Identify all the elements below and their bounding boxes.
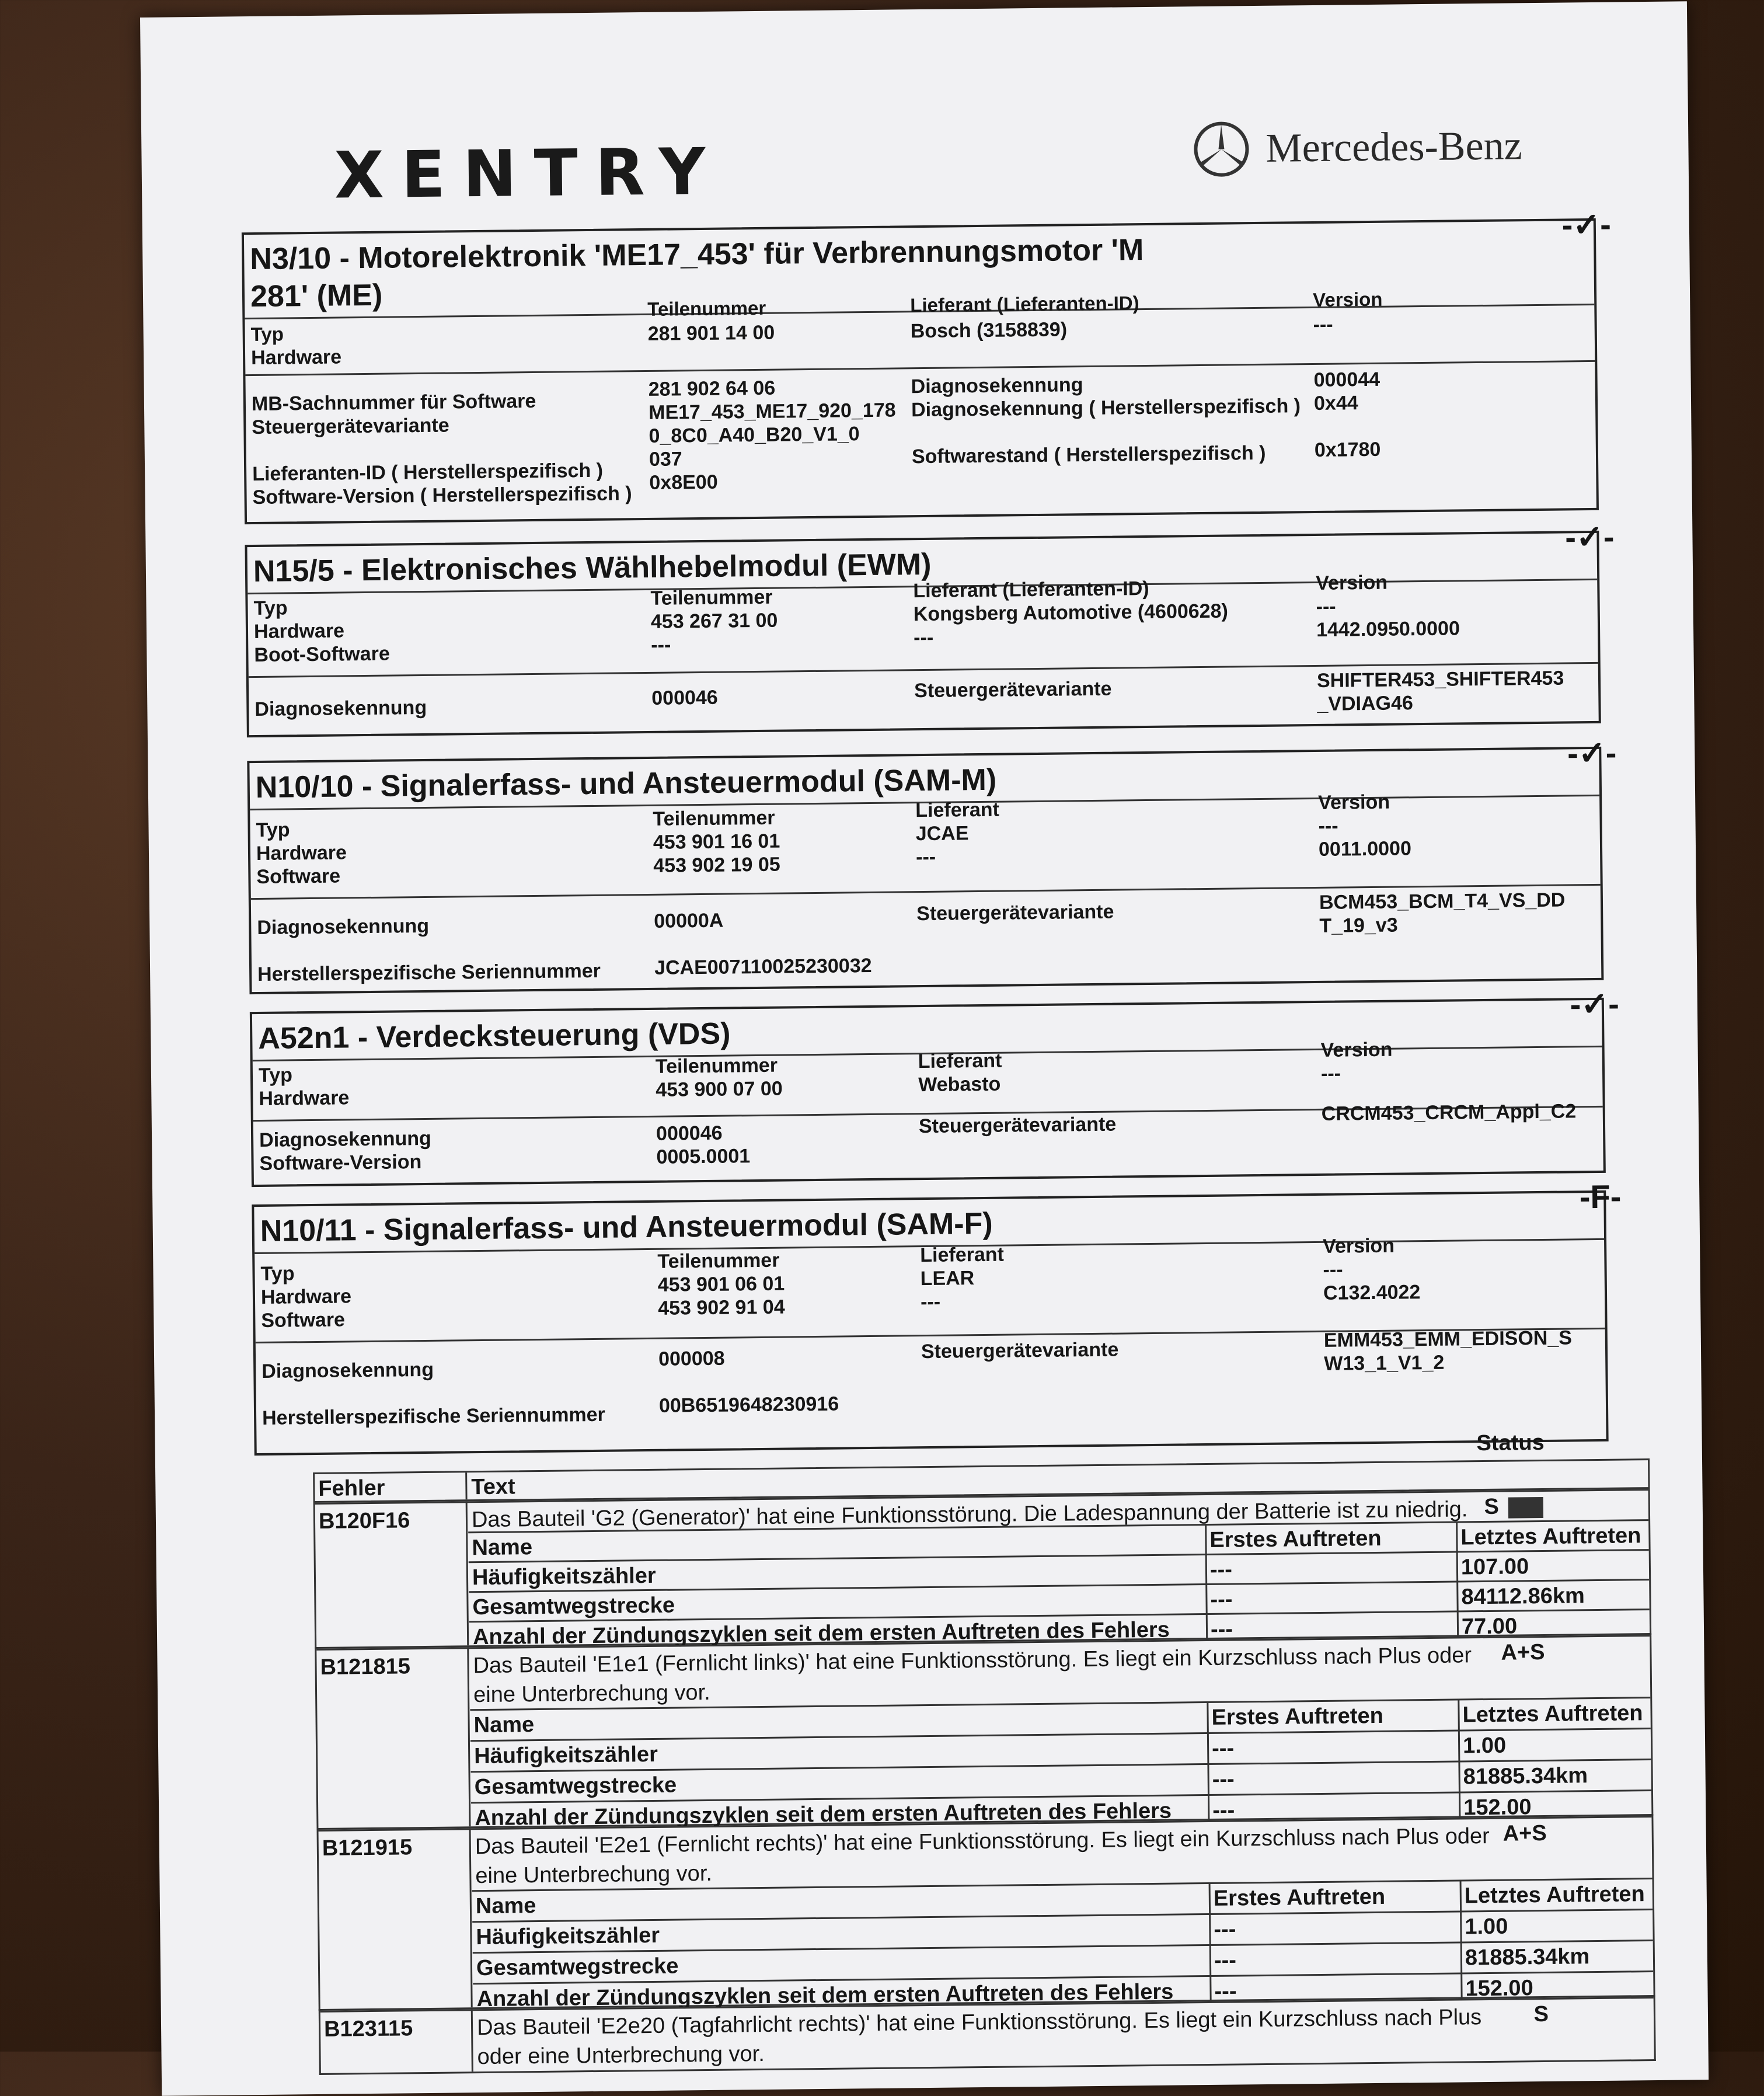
fault-entry (315, 1635, 1653, 1830)
detail-cell: 152.00 (1465, 1976, 1533, 2001)
col-teilenummer: Teilenummer (647, 297, 766, 320)
row-value: 000008 00B6519648230916 (658, 1347, 839, 1417)
detail-cell: Erstes Auftreten (1213, 1884, 1386, 1911)
fault-text: Das Bauteil 'E1e1 (Fernlicht links)' hat eine Funktionsstörung. Es liegt ein Kurzschluss nach Plus oder eine Unterbrechung vor. (473, 1643, 1472, 1708)
detail-cell: Name (472, 1535, 533, 1561)
row-value: Bosch (3158839) (910, 318, 1068, 343)
status-check-mark: -✓- (1564, 518, 1615, 556)
row-label: Diagnosekennung (255, 696, 427, 721)
fault-status: S (1533, 2001, 1549, 2027)
status-check-mark: -✓- (1567, 734, 1617, 772)
detail-cell: Letztes Auftreten (1464, 1882, 1645, 1909)
col-typ: Typ Hardware Boot-Software (253, 597, 390, 667)
detail-cell: 107.00 (1460, 1554, 1529, 1580)
detail-cell: Letztes Auftreten (1462, 1701, 1643, 1728)
col-lieferant: Lieferant (Lieferanten-ID) (910, 292, 1139, 316)
col-typ: Typ Hardware Software (256, 819, 347, 888)
row-value: Steuergerätevariante (914, 677, 1112, 702)
row-value: 000044 0x44 0x1780 (1313, 368, 1381, 461)
module-title: N3/10 - Motorelektronik 'ME17_453' für Verbrennungsmotor 'M 281' (ME) (250, 233, 1144, 314)
col-lieferant: Lieferant LEAR --- (920, 1243, 1005, 1314)
xentry-logo: XENTRY (334, 134, 723, 213)
mercedes-benz-logo (1192, 117, 1522, 179)
detail-cell: Gesamtwegstrecke (476, 1954, 679, 1981)
fault-code: B123115 (323, 2016, 413, 2042)
detail-cell: Name (475, 1893, 536, 1919)
detail-cell: Erstes Auftreten (1209, 1526, 1382, 1552)
detail-cell: Gesamtwegstrecke (472, 1593, 675, 1620)
row-value: 000046 0005.0001 (656, 1122, 751, 1168)
detail-cell: 1.00 (1462, 1733, 1507, 1759)
row-value: Diagnosekennung Diagnosekennung ( Herstellerspezifisch ) Softwarestand ( Herstellerspezifisch ) (911, 374, 1301, 468)
fault-code: B121815 (320, 1654, 411, 1680)
fault-text: Das Bauteil 'E2e1 (Fernlicht rechts)' hat eine Funktionsstörung. Es liegt ein Kurzschluss nach Plus oder eine Unterbrechung vor. (475, 1823, 1490, 1889)
detail-cell: 152.00 (1463, 1795, 1532, 1820)
fault-text: Das Bauteil 'E2e20 (Tagfahrlicht rechts)' hat eine Funktionsstörung. Es liegt ein Kurzschluss nach Plus oder eine Unterbrechung vor. (476, 2005, 1482, 2070)
col-teilenummer: Teilenummer 453 900 07 00 (655, 1054, 783, 1101)
module-header-row (250, 791, 1600, 898)
col-teilenummer: Teilenummer 453 901 06 01 453 902 91 04 (657, 1249, 785, 1319)
module-title: A52n1 - Verdecksteuerung (VDS) (258, 1016, 731, 1056)
detail-cell: Anzahl der Zündungszyklen seit dem ersten Auftreten des Fehlers (472, 1617, 1170, 1650)
fault-entry (313, 1489, 1651, 1649)
row-value: Steuergerätevariante (916, 900, 1114, 925)
fault-text: Das Bauteil 'G2 (Generator)' hat eine Funktionsstörung. Die Ladespannung der Batterie ist zu niedrig. (471, 1497, 1468, 1533)
col-lieferant: Lieferant (Lieferanten-ID) Kongsberg Automotive (4600628) --- (913, 577, 1229, 649)
detail-cell: Name (473, 1712, 535, 1738)
mercedes-star-icon (1192, 120, 1251, 179)
col-typ: Typ Hardware Software (260, 1262, 352, 1332)
detail-cell: --- (1209, 1557, 1233, 1582)
col-lieferant: Lieferant Webasto (918, 1049, 1002, 1096)
fault-table (313, 1429, 1656, 2075)
col-teilenummer: Teilenummer 453 267 31 00 --- (650, 586, 778, 656)
row-value: 00000A JCAE007110025230032 (654, 909, 872, 979)
row-label: Diagnosekennung Herstellerspezifische Seriennummer (257, 914, 601, 986)
detail-cell: Häufigkeitszähler (476, 1923, 660, 1950)
module-n10-10 (247, 734, 1617, 994)
row-label: Diagnosekennung Software-Version (259, 1127, 432, 1175)
module-a52n1 (250, 985, 1620, 1187)
detail-cell: --- (1214, 1948, 1237, 1973)
module-detail-row (245, 360, 1596, 528)
detail-cell: --- (1210, 1617, 1233, 1642)
status-header: Status (1476, 1430, 1545, 1456)
row-value: SHIFTER453_SHIFTER453 _VDIAG46 (1316, 667, 1564, 715)
col-version: Version --- C132.4022 (1322, 1234, 1421, 1304)
fault-code: B120F16 (318, 1508, 410, 1534)
module-title: N10/10 - Signalerfass- und Ansteuermodul (SAM-M) (255, 763, 997, 805)
detail-cell: 81885.34km (1463, 1763, 1588, 1789)
col-fehler: Fehler (318, 1475, 385, 1501)
row-value: BCM453_BCM_T4_VS_DD T_19_v3 (1319, 889, 1566, 937)
fault-status: A+S (1501, 1639, 1545, 1665)
fault-code: B121915 (322, 1835, 413, 1861)
fault-detail-table (472, 1878, 1654, 2012)
detail-cell: 84112.86km (1461, 1583, 1585, 1610)
fault-detail-table (470, 1697, 1651, 1831)
detail-cell: --- (1210, 1587, 1233, 1612)
detail-cell: 1.00 (1465, 1914, 1508, 1940)
module-header-row (247, 571, 1598, 676)
row-value: Steuergerätevariante (918, 1113, 1117, 1138)
status-check-mark: -✓- (1561, 206, 1612, 243)
row-label: MB-Sachnummer für Software Steuergerätevariante Lieferanten-ID ( Herstellerspezifisch ) Software-Version ( Herstellerspezifisch ) (251, 389, 632, 509)
col-text: Text (471, 1474, 515, 1500)
col-lieferant: Lieferant JCAE --- (915, 798, 1000, 869)
fault-detail-table (468, 1519, 1650, 1650)
row-label: Hardware (250, 346, 342, 370)
row-value: CRCM453_CRCM_Appl_C2 (1321, 1100, 1577, 1125)
row-value: Steuergerätevariante (921, 1338, 1119, 1363)
row-label: Diagnosekennung Herstellerspezifische Seriennummer (262, 1358, 606, 1429)
module-detail-row (251, 884, 1602, 999)
module-title: N15/5 - Elektronisches Wählhebelmodul (EWM) (253, 547, 932, 589)
detail-cell: --- (1212, 1798, 1235, 1823)
mercedes-benz-wordmark: Mercedes-Benz (1266, 123, 1523, 171)
module-n15-5 (245, 518, 1615, 737)
fault-entry (317, 1816, 1655, 2011)
status-indicator-icon (1508, 1497, 1543, 1519)
status-fault-mark: -F- (1579, 1178, 1622, 1216)
detail-cell: --- (1212, 1767, 1235, 1792)
col-teilenummer: Teilenummer 453 901 16 01 453 902 19 05 (653, 806, 780, 877)
status-check-mark: -✓- (1570, 985, 1620, 1023)
fault-entry (319, 1997, 1656, 2075)
col-typ: Typ (250, 323, 284, 346)
col-version: Version (1312, 288, 1383, 311)
detail-cell: 81885.34km (1465, 1944, 1590, 1970)
fault-status: S (1484, 1494, 1543, 1520)
detail-cell: Gesamtwegstrecke (474, 1773, 677, 1800)
detail-cell: --- (1211, 1736, 1235, 1761)
module-header-row (255, 1234, 1605, 1342)
col-version: Version --- 0011.0000 (1317, 791, 1412, 861)
detail-cell: --- (1214, 1979, 1237, 2004)
row-value: --- (1313, 313, 1333, 336)
row-value: 281 901 14 00 (647, 321, 775, 345)
col-version: Version --- (1320, 1038, 1393, 1085)
module-title: N10/11 - Signalerfass- und Ansteuermodul (SAM-F) (260, 1206, 993, 1248)
module-n10-11 (252, 1178, 1622, 1456)
printed-report-sheet (140, 1, 1709, 2096)
detail-cell: Letztes Auftreten (1460, 1523, 1641, 1550)
col-typ: Typ Hardware (258, 1064, 350, 1110)
detail-cell: Anzahl der Zündungszyklen seit dem ersten Auftreten des Fehlers (475, 1798, 1172, 1831)
detail-cell: 77.00 (1461, 1614, 1518, 1639)
row-value: 000046 (651, 686, 718, 709)
module-n3-10 (242, 206, 1612, 524)
col-version: Version --- 1442.0950.0000 (1316, 571, 1460, 641)
row-value: EMM453_EMM_EDISON_S W13_1_V1_2 (1323, 1326, 1573, 1375)
fault-status: A+S (1502, 1820, 1547, 1846)
detail-cell: --- (1214, 1917, 1236, 1942)
row-value: 281 902 64 06 ME17_453_ME17_920_178 0_8C0_A40_B20_V1_0 037 0x8E00 (648, 377, 896, 494)
detail-cell: Häufigkeitszähler (472, 1563, 656, 1590)
detail-cell: Erstes Auftreten (1211, 1703, 1384, 1730)
detail-cell: Anzahl der Zündungszyklen seit dem ersten Auftreten des Fehlers (476, 1979, 1174, 2012)
detail-cell: Häufigkeitszähler (473, 1742, 658, 1769)
module-detail-row (253, 1100, 1603, 1192)
